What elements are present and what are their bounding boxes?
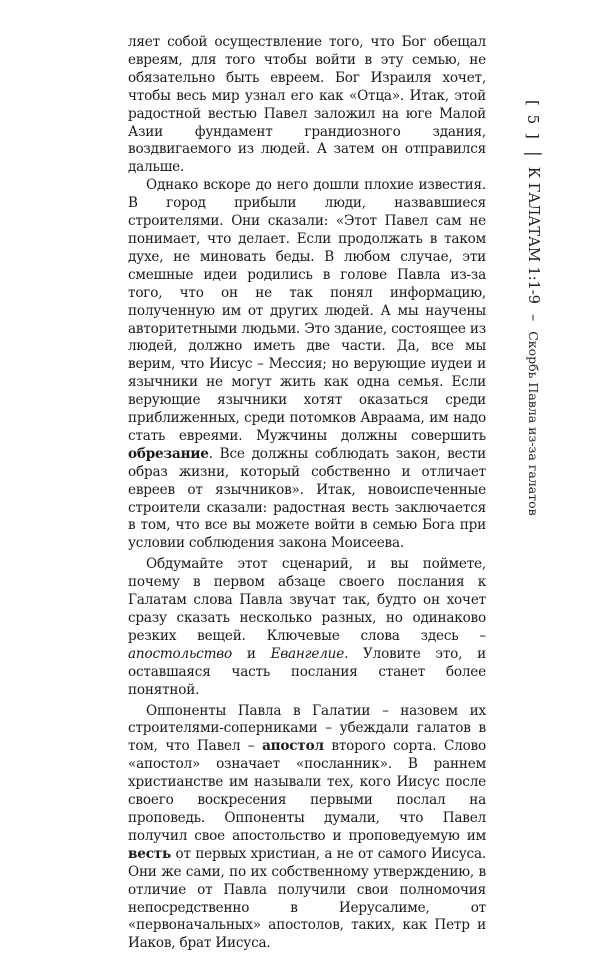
- p3-text-mid: и: [232, 645, 271, 662]
- p2-text-end: . Все должны соблюдать закон, вести образ жизни, который собственно и отличает евреев от язычников». Итак, новоиспеченные строители сказали: радостная весть заключается в том, что все вы можете войти в семью Бога при условии соблюдения закона Моисеева.: [128, 445, 486, 552]
- paragraph-4: [128, 703, 486, 953]
- paragraph-1: [128, 34, 486, 177]
- p3-text-start: Обдумайте этот сценарий, и вы поймете, почему в первом абзаце своего послания к Галатам слова Павла звучат так, будто он хочет сразу сказать несколько разных, но одинаково резких вещей. Ключевые слова здесь –: [128, 556, 486, 644]
- p2-text-start: Однако вскоре до него дошли плохие известия. В город прибыли люди, назвавшиеся строителями. Они сказали: «Этот Павел сам не понимает, что делает. Если продолжать в таком духе, не миновать беды. В любом случае, эти смешные идеи родились в голове Павла из-за того, что он не так понял информацию, полученную им от других людей. А мы научены авторитетными людьми. Это здание, состоящее из людей, должно иметь две части. Да, все мы верим, что Иисус – Мессия; но верующие иудеи и язычники не могут жить как одна семья. Если верующие язычники хотят оказаться среди приближенных, среди потомков Авраама, им надо стать евреями. Мужчины должны совершить: [128, 177, 486, 444]
- running-header-rotated: [523, 100, 543, 516]
- book-title: К ГАЛАТАМ 1:1-9: [525, 166, 541, 304]
- p4-bold-message: весть: [128, 845, 172, 862]
- p4-text-mid: второго сорта. Слово «апостол» означает «посланник». В раннем христианстве им называли тех, кого Иисус после своего воскресения первыми послал на проповедь. Оппоненты думали, что Павел получил свое апостольство и проповедуемую им: [128, 738, 486, 844]
- section-title: Скорбь Павла из-за галатов: [526, 331, 541, 516]
- page-number: [ 5 ]: [524, 100, 542, 141]
- p3-italic-apostleship: апостольство: [128, 645, 232, 662]
- p4-text-start: Оппоненты Павла в Галатии – назовем их строителями-соперниками – убеждали галатов в том, что Павел –: [128, 702, 486, 755]
- paragraph-2: [128, 177, 486, 553]
- title-dash: –: [525, 313, 541, 322]
- running-header: [518, 100, 548, 530]
- p4-bold-apostle: апостол: [262, 738, 324, 755]
- paragraph-3: [128, 556, 486, 699]
- main-text-column: [128, 34, 486, 953]
- p3-italic-gospel: Евангелие: [270, 645, 345, 662]
- p4-text-end: от первых христиан, а не от самого Иисуса. Они же сами, по их собственному утверждению, в отличие от Павла получили свои полномочия непосредственно в Иерусалиме, от «первоначальных» апостолов, таких, как Петр и Иаков, брат Иисуса.: [128, 845, 486, 952]
- p1-text: ляет собой осуществление того, что Бог обещал евреям, для того чтобы войти в эту семью, не обязательно быть евреем. Бог Израиля хочет, чтобы весь мир узнал его как «Отца». Итак, этой радостной вестью Павел заложил на юге Малой Азии фундамент грандиозного здания, воздвигаемого из людей. А затем он отправился дальше.: [128, 34, 486, 176]
- p2-bold-term: обрезание: [128, 445, 209, 462]
- header-divider: |: [523, 150, 544, 157]
- p3-text-end: . Уловите это, и оставшаяся часть послания станет более понятной.: [128, 645, 486, 698]
